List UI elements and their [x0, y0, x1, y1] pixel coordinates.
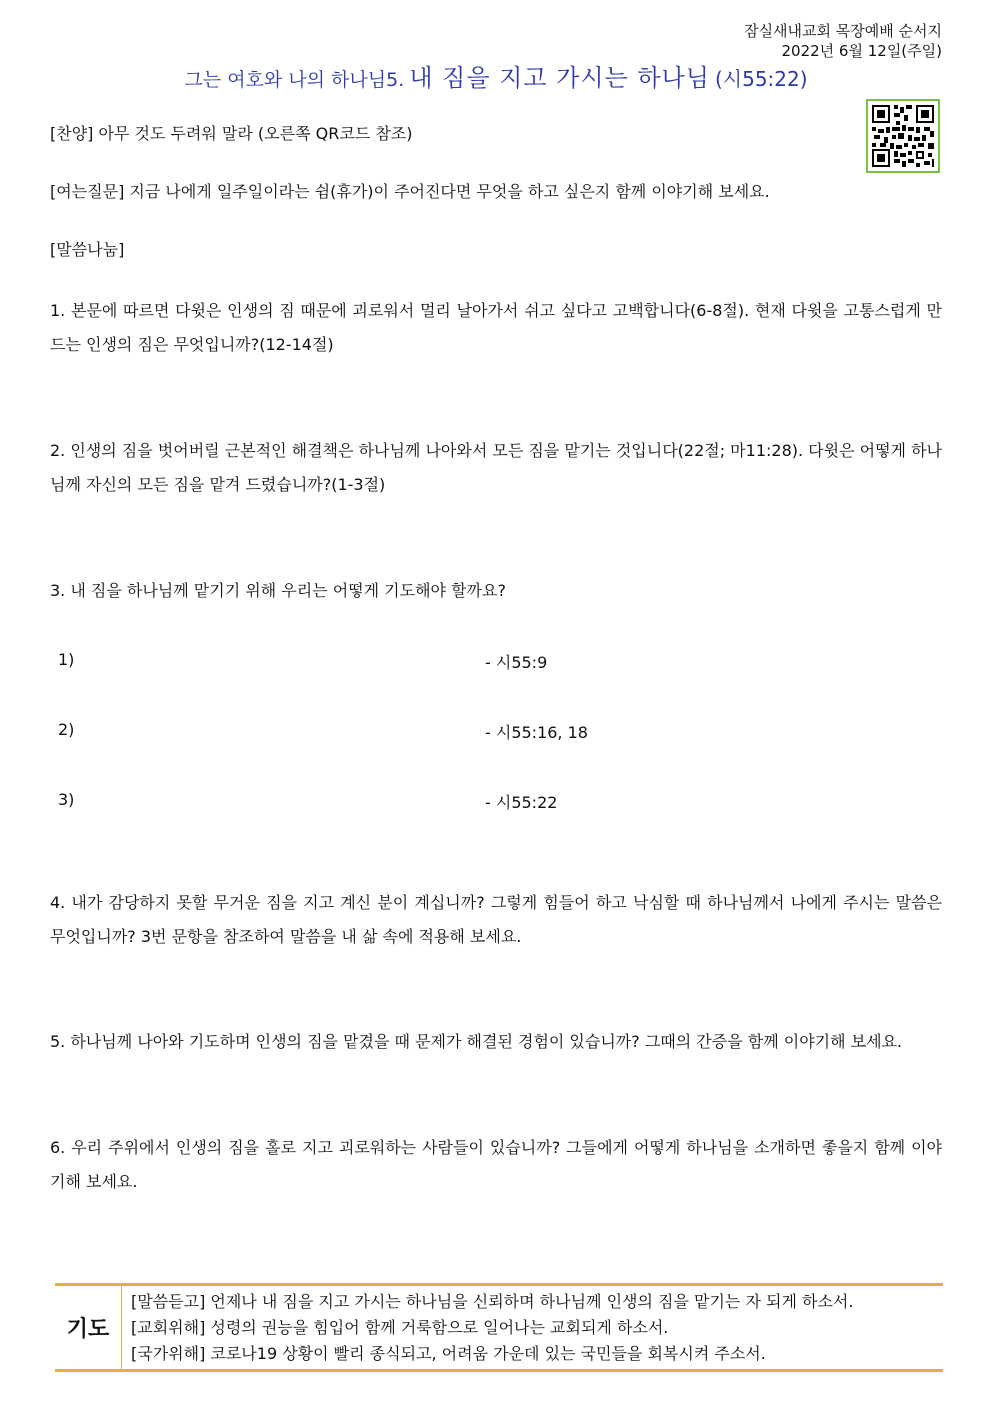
praise-line: [찬양] 아무 것도 두려워 말라 (오른쪽 QR코드 참조)	[50, 124, 413, 143]
question-4: 4. 내가 감당하지 못할 무거운 짐을 지고 계신 분이 계십니까? 그렇게 힘들어 하고 낙심할 때 하나님께서 나에게 주시는 말씀은 무엇입니까? 3번 문항을 참조하여 말씀을 내 삶 속에 적용해 보세요.	[50, 893, 942, 946]
prayer-line-church: [교회위해] 성령의 권능을 힘입어 함께 거룩함으로 일어나는 교회되게 하소서.	[131, 1318, 669, 1337]
prayer-line-nation: [국가위해] 코로나19 상황이 빨리 종식되고, 어려움 가운데 있는 국민들을 회복시켜 주소서.	[131, 1344, 766, 1363]
sub-item-3-number: 3)	[58, 790, 75, 809]
title-main: 내 짐을 지고 가시는 하나님	[409, 64, 710, 92]
service-date: 2022년 6월 12일(주일)	[781, 42, 942, 60]
church-service-label: 잠실새내교회 목장예배 순서지	[744, 22, 942, 40]
opening-question: [여는질문] 지금 나에게 일주일이라는 쉼(휴가)이 주어진다면 무엇을 하고 싶은지 함께 이야기해 보세요.	[50, 182, 770, 201]
title-reference: (시55:22)	[714, 67, 808, 91]
title-series: 그는 여호와 나의 하나님5.	[184, 69, 405, 91]
prayer-box	[55, 1283, 943, 1372]
question-2: 2. 인생의 짐을 벗어버릴 근본적인 해결책은 하나님께 나아와서 모든 짐을 맡기는 것입니다(22절; 마11:28). 다윗은 어떻게 하나님께 자신의 모든 짐을 맡겨 드렸습니까?(1-3절)	[50, 441, 942, 494]
sub-item-1-reference: - 시55:9	[485, 653, 548, 672]
question-1: 1. 본문에 따르면 다윗은 인생의 짐 때문에 괴로워서 멀리 날아가서 쉬고 싶다고 고백합니다(6-8절). 현재 다윗을 고통스럽게 만드는 인생의 짐은 무엇입니까?(12-14절)	[50, 301, 942, 354]
prayer-label: 기도	[55, 1286, 122, 1369]
question-5: 5. 하나님께 나아와 기도하며 인생의 짐을 맡겼을 때 문제가 해결된 경험이 있습니까? 그때의 간증을 함께 이야기해 보세요.	[50, 1032, 903, 1051]
sharing-heading: [말씀나눔]	[50, 240, 125, 259]
sub-item-3-reference: - 시55:22	[485, 793, 558, 812]
sub-item-2-number: 2)	[58, 720, 75, 739]
sub-item-1-number: 1)	[58, 650, 75, 669]
prayer-lines	[131, 1289, 853, 1367]
question-6: 6. 우리 주위에서 인생의 짐을 홀로 지고 괴로워하는 사람들이 있습니까? 그들에게 어떻게 하나님을 소개하면 좋을지 함께 이야기해 보세요.	[50, 1138, 942, 1191]
sub-item-2-reference: - 시55:16, 18	[485, 723, 588, 742]
question-3: 3. 내 짐을 하나님께 맡기기 위해 우리는 어떻게 기도해야 할까요?	[50, 581, 506, 600]
prayer-line-word: [말씀듣고] 언제나 내 짐을 지고 가시는 하나님을 신뢰하며 하나님께 인생의 짐을 맡기는 자 되게 하소서.	[131, 1292, 854, 1311]
page-title	[0, 58, 992, 93]
